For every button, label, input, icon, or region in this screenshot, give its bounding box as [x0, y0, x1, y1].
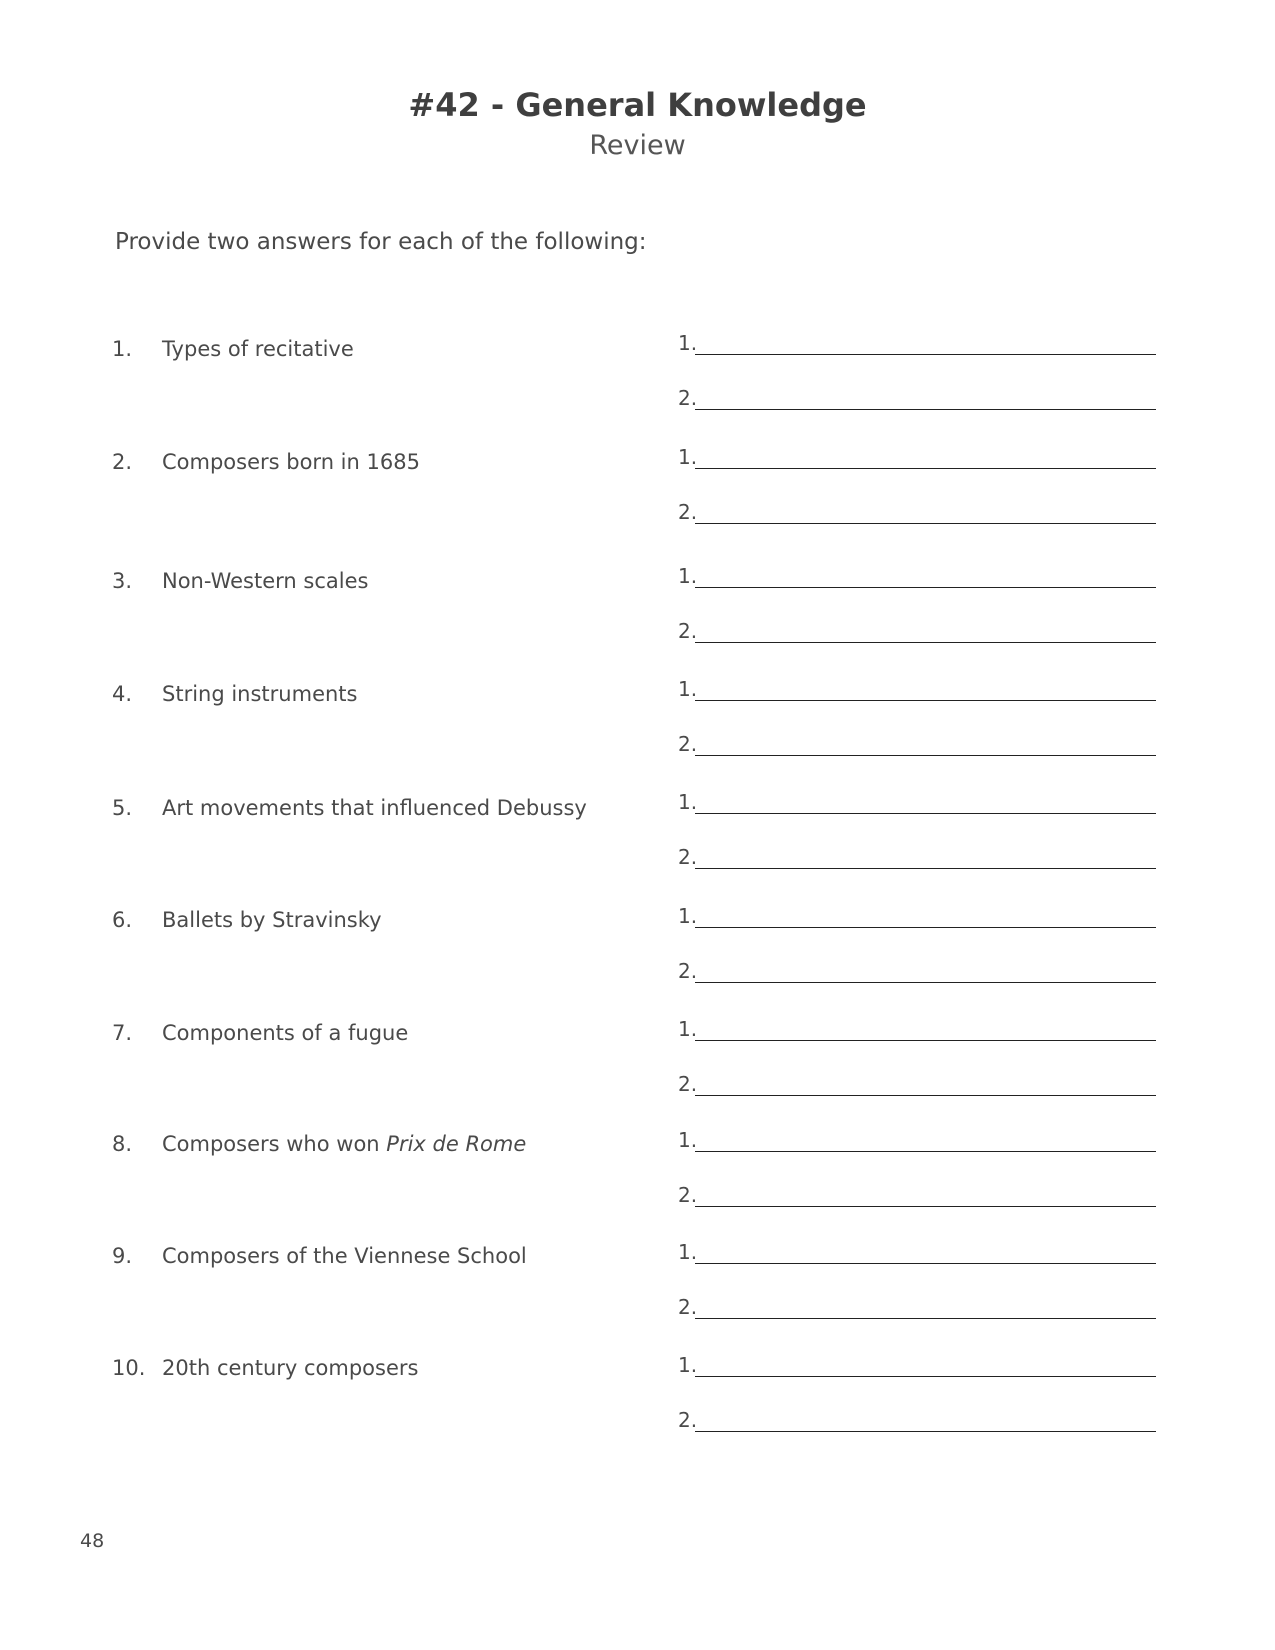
question-text	[162, 1021, 408, 1045]
question-number: 2.	[112, 450, 133, 474]
answer-blank[interactable]	[678, 1351, 1156, 1377]
question-text	[162, 1356, 418, 1380]
answer-number: 2.	[678, 619, 698, 643]
answer-blank[interactable]	[678, 384, 1156, 410]
answer-blank[interactable]	[678, 329, 1156, 355]
answer-blank[interactable]	[678, 1406, 1156, 1432]
question-label-italic: Prix de Rome	[386, 1132, 527, 1156]
answer-number: 2.	[678, 959, 698, 983]
answer-blank[interactable]	[678, 1126, 1156, 1152]
question-text	[162, 682, 357, 706]
answer-line[interactable]	[695, 409, 1156, 410]
question-text	[162, 1132, 526, 1156]
question-label: 20th century composers	[162, 1356, 419, 1380]
answer-blank[interactable]	[678, 730, 1156, 756]
answer-line[interactable]	[695, 700, 1156, 701]
answer-blank[interactable]	[678, 1015, 1156, 1041]
answer-line[interactable]	[695, 982, 1156, 983]
answer-number: 1.	[678, 904, 698, 928]
answer-blank[interactable]	[678, 1293, 1156, 1319]
answer-number: 1.	[678, 1240, 698, 1264]
answer-blank[interactable]	[678, 902, 1156, 928]
answer-line[interactable]	[695, 1040, 1156, 1041]
answer-line[interactable]	[695, 1318, 1156, 1319]
question-label: String instruments	[162, 682, 358, 706]
question-text	[162, 796, 587, 820]
answer-number: 1.	[678, 1353, 698, 1377]
question-label: Composers of the Viennese School	[162, 1244, 527, 1268]
question-number: 7.	[112, 1021, 133, 1045]
answer-blank[interactable]	[678, 1181, 1156, 1207]
answer-number: 2.	[678, 732, 698, 756]
answer-number: 1.	[678, 331, 698, 355]
answer-line[interactable]	[695, 813, 1156, 814]
question-label: Non-Western scales	[162, 569, 369, 593]
answer-line[interactable]	[695, 642, 1156, 643]
question-number: 8.	[112, 1132, 133, 1156]
question-number: 3.	[112, 569, 133, 593]
answer-line[interactable]	[695, 868, 1156, 869]
answer-number: 1.	[678, 790, 698, 814]
answer-line[interactable]	[695, 523, 1156, 524]
question-number: 4.	[112, 682, 133, 706]
question-label: Types of recitative	[162, 337, 354, 361]
answer-blank[interactable]	[678, 843, 1156, 869]
answer-blank[interactable]	[678, 562, 1156, 588]
question-number: 5.	[112, 796, 133, 820]
answer-line[interactable]	[695, 1151, 1156, 1152]
question-text	[162, 569, 368, 593]
question-number: 1.	[112, 337, 133, 361]
answer-line[interactable]	[695, 1431, 1156, 1432]
answer-number: 2.	[678, 500, 698, 524]
question-label: Composers who won	[162, 1132, 387, 1156]
question-text	[162, 908, 382, 932]
question-text	[162, 450, 420, 474]
answer-number: 2.	[678, 1295, 698, 1319]
answer-line[interactable]	[695, 1376, 1156, 1377]
answer-number: 2.	[678, 1072, 698, 1096]
question-label: Art movements that influenced Debussy	[162, 796, 587, 820]
instructions: Provide two answers for each of the following:	[115, 229, 647, 255]
question-label: Composers born in 1685	[162, 450, 420, 474]
answer-number: 2.	[678, 845, 698, 869]
page-subtitle: Review	[589, 130, 686, 161]
question-text	[162, 337, 354, 361]
question-number: 9.	[112, 1244, 133, 1268]
question-label: Components of a fugue	[162, 1021, 409, 1045]
answer-blank[interactable]	[678, 498, 1156, 524]
answer-line[interactable]	[695, 1206, 1156, 1207]
answer-line[interactable]	[695, 1095, 1156, 1096]
answer-blank[interactable]	[678, 957, 1156, 983]
answer-line[interactable]	[695, 755, 1156, 756]
answer-number: 2.	[678, 386, 698, 410]
page-number: 48	[80, 1530, 105, 1552]
question-label: Ballets by Stravinsky	[162, 908, 382, 932]
answer-blank[interactable]	[678, 1238, 1156, 1264]
answer-line[interactable]	[695, 1263, 1156, 1264]
answer-blank[interactable]	[678, 443, 1156, 469]
answer-line[interactable]	[695, 354, 1156, 355]
answer-blank[interactable]	[678, 675, 1156, 701]
answer-number: 1.	[678, 1128, 698, 1152]
answer-line[interactable]	[695, 587, 1156, 588]
question-number: 6.	[112, 908, 133, 932]
answer-line[interactable]	[695, 927, 1156, 928]
question-number: 10.	[112, 1356, 146, 1380]
answer-number: 1.	[678, 445, 698, 469]
answer-line[interactable]	[695, 468, 1156, 469]
answer-blank[interactable]	[678, 1070, 1156, 1096]
answer-number: 1.	[678, 564, 698, 588]
question-text	[162, 1244, 527, 1268]
answer-number: 2.	[678, 1183, 698, 1207]
answer-blank[interactable]	[678, 617, 1156, 643]
answer-number: 2.	[678, 1408, 698, 1432]
page-title: #42 - General Knowledge	[408, 86, 867, 124]
answer-number: 1.	[678, 677, 698, 701]
answer-blank[interactable]	[678, 788, 1156, 814]
answer-number: 1.	[678, 1017, 698, 1041]
